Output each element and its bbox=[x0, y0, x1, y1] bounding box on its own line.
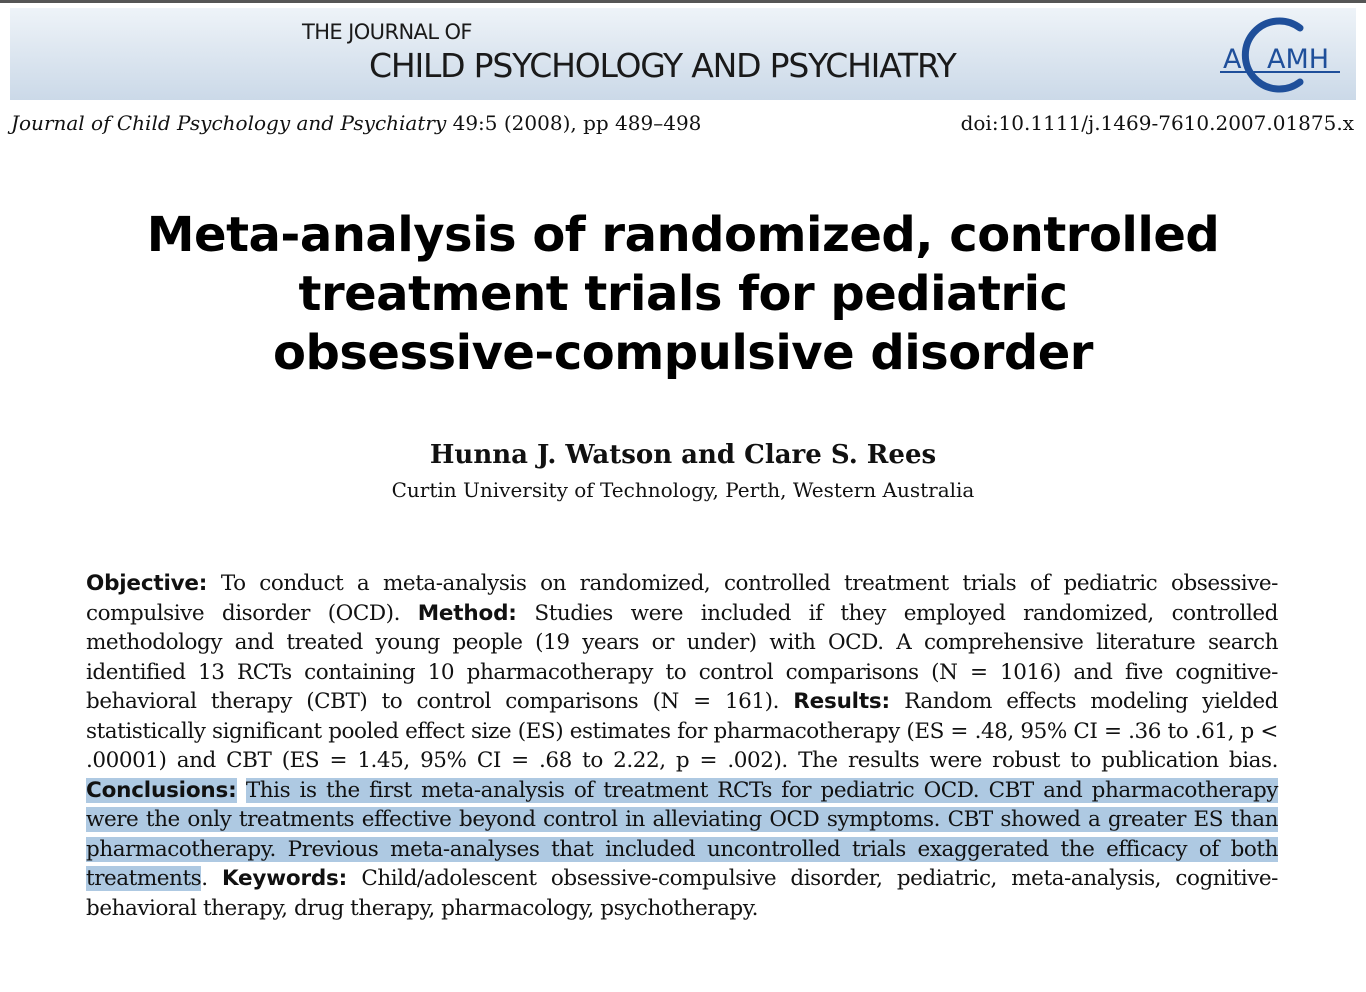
keywords-label: Keywords: bbox=[221, 866, 348, 891]
conclusions-label[interactable]: Conclusions: bbox=[86, 777, 237, 803]
objective-text: To conduct a meta-analysis on randomized, controlled treatment trials of pediatric obsessive-compulsive disorder (OCD). bbox=[86, 571, 1278, 626]
journal-banner-line1: THE JOURNAL OF bbox=[302, 20, 472, 44]
article-title-line-2: treatment trials for pediatric bbox=[298, 266, 1068, 322]
objective-label: Objective: bbox=[86, 571, 208, 596]
results-label: Results: bbox=[793, 689, 890, 714]
acamh-logo bbox=[1212, 16, 1352, 96]
conclusions-end: . bbox=[201, 866, 222, 891]
conclusions-text-selected[interactable]: This is the first meta-analysis of treatment RCTs for pediatric OCD. CBT and pharmacotherapy were the only treatments effective beyond control in alleviating OCD symptoms. CBT showed a greater ES than pharmacotherapy. Previous meta-analyses that included uncontrolled trials exaggerated the efficacy of both treatments bbox=[86, 777, 1278, 891]
article-title-line-3: obsessive-compulsive disorder bbox=[273, 325, 1093, 381]
citation-line bbox=[11, 111, 701, 135]
article-title bbox=[0, 206, 1366, 383]
authors: Hunna J. Watson and Clare S. Rees bbox=[429, 440, 937, 470]
abstract bbox=[86, 569, 1278, 923]
article-title-line-1: Meta-analysis of randomized, controlled bbox=[146, 207, 1220, 263]
doi[interactable]: doi:10.1111/j.1469-7610.2007.01875.x bbox=[960, 111, 1354, 135]
method-text: Studies were included if they employed randomized, controlled methodology and treated young people (19 years or under) with OCD. A comprehensive literature search identified 13 RCTs containing 10 pharmacotherapy to control comparisons (N = 1016) and five cognitive-behavioral therapy (CBT) to control comparisons (N = 161). bbox=[86, 600, 1278, 714]
method-label: Method: bbox=[417, 600, 517, 626]
acamh-logo-text: A bbox=[1223, 44, 1242, 75]
affiliation: Curtin University of Technology, Perth, Western Australia bbox=[391, 478, 975, 502]
volume-pages: 49:5 (2008), pp 489–498 bbox=[446, 111, 702, 135]
journal-banner-line2: CHILD PSYCHOLOGY AND PSYCHIATRY bbox=[369, 46, 956, 85]
top-rule bbox=[0, 0, 1366, 3]
results-text: Random effects modeling yielded statistically significant pooled effect size (ES) estimates for pharmacotherapy (ES = .48, 95% CI = .36 to .61, p < .00001) and CBT (ES = 1.45, 95% CI = .68 to 2.22, p = .002). The results were robust to publication bias. bbox=[86, 689, 1278, 773]
keywords-text: Child/adolescent obsessive-compulsive disorder, pediatric, meta-analysis, cognitive-behavioral therapy, drug therapy, pharmacology, psychotherapy. bbox=[86, 866, 1278, 921]
journal-name: Journal of Child Psychology and Psychiatry bbox=[11, 111, 447, 135]
svg-text:AMH: AMH bbox=[1267, 44, 1330, 75]
